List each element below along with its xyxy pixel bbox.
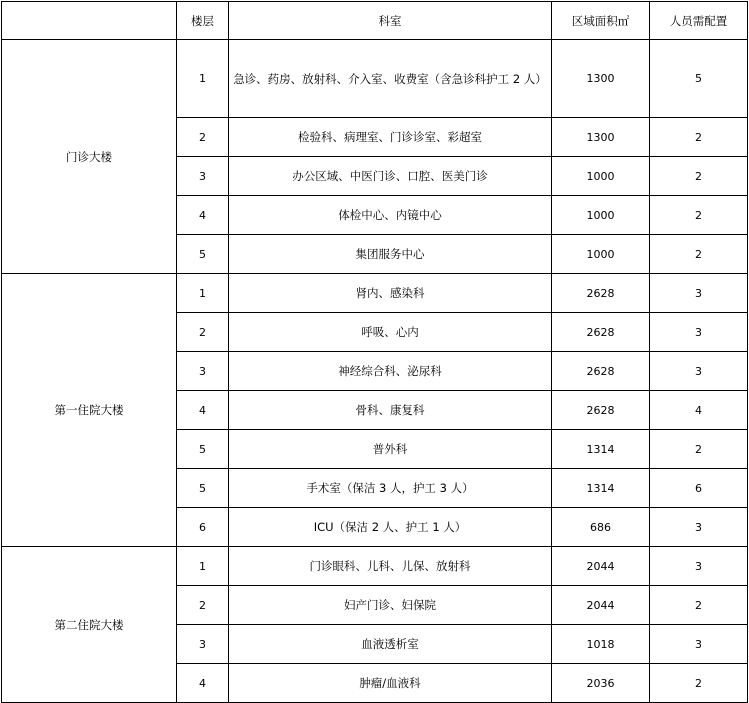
area-cell: 2036 [552, 664, 650, 703]
department-cell: 骨科、康复科 [229, 391, 552, 430]
department-cell: 呼吸、心内 [229, 313, 552, 352]
department-cell: 办公区域、中医门诊、口腔、医美门诊 [229, 157, 552, 196]
floor-cell: 5 [177, 430, 229, 469]
area-cell: 1300 [552, 40, 650, 118]
table-row [2, 40, 748, 118]
header-area: 区域面积㎡ [552, 2, 650, 40]
department-cell: 手术室（保洁 3 人，护工 3 人） [229, 469, 552, 508]
staff-cell: 2 [650, 430, 748, 469]
header-department: 科室 [229, 2, 552, 40]
area-cell: 2628 [552, 352, 650, 391]
department-cell: 妇产门诊、妇保院 [229, 586, 552, 625]
table-body [2, 40, 748, 703]
floor-cell: 1 [177, 40, 229, 118]
staff-cell: 3 [650, 547, 748, 586]
department-cell: 普外科 [229, 430, 552, 469]
floor-cell: 2 [177, 586, 229, 625]
staff-cell: 3 [650, 313, 748, 352]
area-cell: 1314 [552, 469, 650, 508]
area-cell: 2628 [552, 274, 650, 313]
staff-cell: 2 [650, 664, 748, 703]
header-staff: 人员需配置 [650, 2, 748, 40]
staff-cell: 2 [650, 118, 748, 157]
staff-cell: 2 [650, 196, 748, 235]
floor-cell: 3 [177, 352, 229, 391]
staff-cell: 3 [650, 352, 748, 391]
floor-cell: 2 [177, 118, 229, 157]
floor-cell: 1 [177, 274, 229, 313]
floor-cell: 4 [177, 391, 229, 430]
staff-cell: 2 [650, 586, 748, 625]
staff-cell: 4 [650, 391, 748, 430]
staff-cell: 5 [650, 40, 748, 118]
area-cell: 1018 [552, 625, 650, 664]
department-cell: ICU（保洁 2 人、护工 1 人） [229, 508, 552, 547]
table-row [2, 547, 748, 586]
department-cell: 门诊眼科、儿科、儿保、放射科 [229, 547, 552, 586]
area-cell: 1314 [552, 430, 650, 469]
header-floor: 楼层 [177, 2, 229, 40]
staff-cell: 2 [650, 235, 748, 274]
area-cell: 2628 [552, 313, 650, 352]
area-cell: 1000 [552, 196, 650, 235]
department-cell: 肾内、感染科 [229, 274, 552, 313]
floor-cell: 6 [177, 508, 229, 547]
area-cell: 2628 [552, 391, 650, 430]
staffing-table [1, 1, 748, 703]
floor-cell: 5 [177, 235, 229, 274]
header-row [2, 2, 748, 40]
department-cell: 体检中心、内镜中心 [229, 196, 552, 235]
department-cell: 血液透析室 [229, 625, 552, 664]
building-name: 第二住院大楼 [2, 547, 177, 703]
department-cell: 急诊、药房、放射科、介入室、收费室（含急诊科护工 2 人） [229, 40, 552, 118]
building-name: 第一住院大楼 [2, 274, 177, 547]
floor-cell: 2 [177, 313, 229, 352]
department-cell: 集团服务中心 [229, 235, 552, 274]
floor-cell: 5 [177, 469, 229, 508]
floor-cell: 3 [177, 625, 229, 664]
floor-cell: 1 [177, 547, 229, 586]
staff-cell: 2 [650, 157, 748, 196]
floor-cell: 4 [177, 196, 229, 235]
staff-cell: 3 [650, 508, 748, 547]
header-building [2, 2, 177, 40]
department-cell: 肿瘤/血液科 [229, 664, 552, 703]
building-name: 门诊大楼 [2, 40, 177, 274]
table-row [2, 274, 748, 313]
area-cell: 1000 [552, 157, 650, 196]
area-cell: 686 [552, 508, 650, 547]
staff-cell: 3 [650, 625, 748, 664]
floor-cell: 4 [177, 664, 229, 703]
area-cell: 2044 [552, 547, 650, 586]
area-cell: 1000 [552, 235, 650, 274]
department-cell: 神经综合科、泌尿科 [229, 352, 552, 391]
floor-cell: 3 [177, 157, 229, 196]
staff-cell: 3 [650, 274, 748, 313]
staff-cell: 6 [650, 469, 748, 508]
area-cell: 2044 [552, 586, 650, 625]
area-cell: 1300 [552, 118, 650, 157]
department-cell: 检验科、病理室、门诊诊室、彩超室 [229, 118, 552, 157]
